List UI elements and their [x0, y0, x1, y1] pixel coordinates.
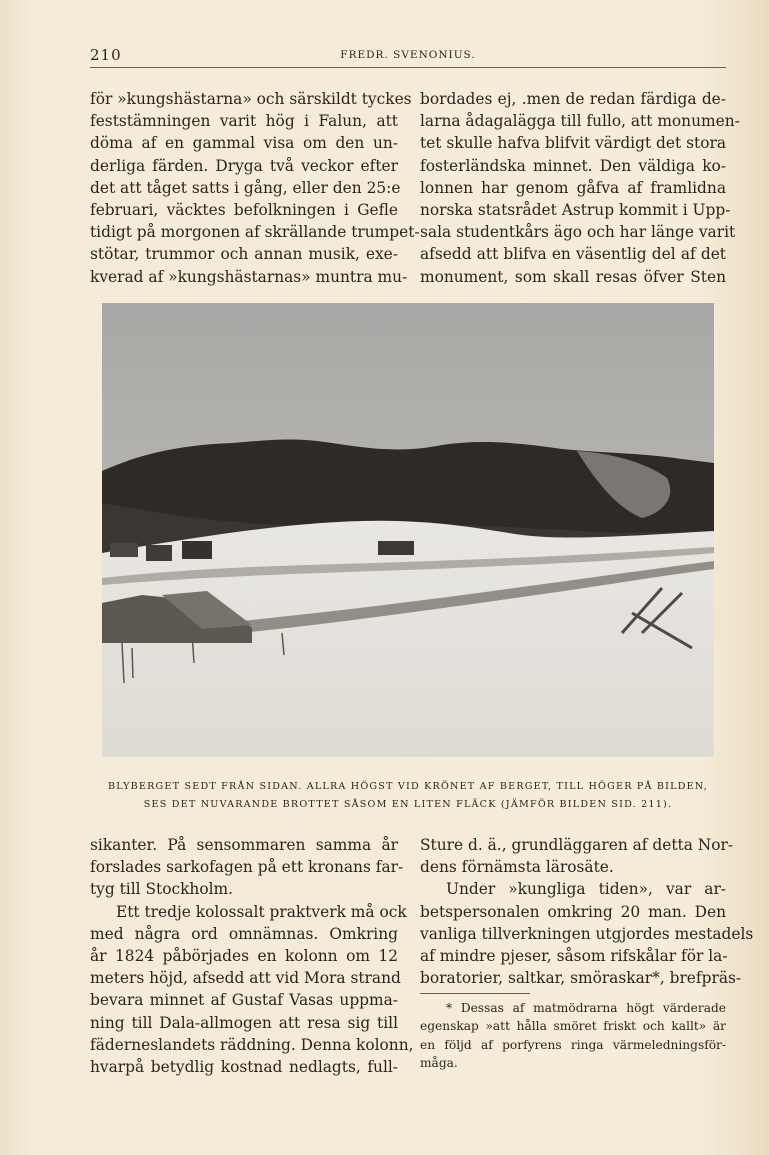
- text-line: af mindre pjeser, såsom rifskålar för la-: [420, 947, 728, 966]
- text-line: boratorier, saltkar, smöraskar*, brefpräs-: [420, 969, 742, 988]
- column-top-right: [420, 88, 740, 288]
- caption-line-1: BLYBERGET SEDT FRÅN SIDAN. ALLRA HÖGST VID KRÖNET AF BERGET, TILL HÖGER PÅ BILDEN,: [107, 781, 709, 792]
- text-line: för »kungshästarna» och särskildt tyckes: [90, 90, 412, 108]
- text-line: meters höjd, afsedd att vid Mora strand: [90, 969, 401, 988]
- running-title: FREDR. SVENONIUS.: [340, 49, 476, 61]
- column-bottom-left: [90, 834, 414, 1078]
- text-line: hvarpå betydlig kostnad nedlagts, full-: [90, 1058, 398, 1077]
- text-line: sikanter. På sensommaren samma år: [90, 836, 398, 854]
- text-line: forslades sarkofagen på ett kronans far-: [90, 858, 404, 877]
- footnote: [420, 999, 726, 1072]
- text-line: kverad af »kungshästarnas» muntra mu-: [90, 267, 408, 286]
- text-line: döma af en gammal visa om den un-: [90, 134, 398, 153]
- column-bottom-right: [420, 834, 754, 989]
- text-line: feststämningen varit hög i Falun, att: [90, 112, 398, 131]
- footnote-line: egenskap »att hålla smöret friskt och kallt» är: [420, 1019, 726, 1034]
- text-line: ning till Dala-allmogen att resa sig till: [90, 1013, 398, 1032]
- text-line: Ett tredje kolossalt praktverk må ock: [116, 902, 407, 921]
- text-line: vanliga tillverkningen utgjordes mestadels: [420, 924, 754, 943]
- text-line: tet skulle hafva blifvit värdigt det stora: [420, 134, 726, 153]
- text-line: dens förnämsta lärosäte.: [420, 858, 614, 877]
- landscape-photograph: [102, 303, 714, 757]
- photo-illustration: [102, 303, 714, 757]
- page-number: 210: [90, 46, 122, 64]
- text-line: fäderneslandets räddning. Denna kolonn,: [90, 1035, 414, 1054]
- text-line: norska statsrådet Astrup kommit i Upp-: [420, 201, 731, 220]
- text-line: betspersonalen omkring 20 man. Den: [420, 902, 726, 921]
- text-line: år 1824 påbörjades en kolonn om 12: [90, 947, 398, 966]
- text-line: lonnen har genom gåfva af framlidna: [420, 178, 726, 197]
- text-line: tyg till Stockholm.: [90, 880, 233, 899]
- text-line: februari, väcktes befolkningen i Gefle: [90, 201, 398, 220]
- text-line: fosterländska minnet. Den väldiga ko-: [420, 156, 726, 175]
- text-line: det att tåget satts i gång, eller den 25:e: [90, 178, 401, 197]
- footnote-rule: [420, 993, 530, 994]
- text-line: Sture d. ä., grundläggaren af detta Nor-: [420, 836, 734, 854]
- text-line: stötar, trummor och annan musik, exe-: [90, 245, 398, 264]
- footnote-line: måga.: [420, 1055, 458, 1070]
- text-line: monument, som skall resas öfver Sten: [420, 267, 726, 286]
- text-line: med några ord omnämnas. Omkring: [90, 924, 398, 943]
- text-line: larna ådagalägga till fullo, att monumen-: [420, 112, 740, 131]
- photo-caption: [90, 778, 726, 814]
- column-top-left: [90, 88, 420, 288]
- text-line: afsedd att blifva en väsentlig del af det: [420, 245, 726, 264]
- text-line: bordades ej, .men de redan färdiga de-: [420, 90, 726, 108]
- page-header: [90, 46, 726, 66]
- text-line: derliga färden. Dryga två veckor efter: [90, 156, 398, 175]
- text-line: tidigt på morgonen af skrällande trumpet-: [90, 223, 420, 242]
- footnote-line: en följd af porfyrens ringa värmeledningsför-: [420, 1037, 726, 1052]
- footnote-line: * Dessas af matmödrarna högt värderade: [446, 1001, 726, 1015]
- caption-line-2: SES DET NUVARANDE BROTTET SÅSOM EN LITEN FLÄCK (JÄMFÖR BILDEN SID. 211).: [143, 799, 673, 810]
- text-line: Under »kungliga tiden», var ar-: [446, 880, 726, 899]
- header-rule: [90, 67, 726, 68]
- text-line: sala studentkårs ägo och har länge varit: [420, 223, 736, 242]
- text-line: bevara minnet af Gustaf Vasas uppma-: [90, 991, 398, 1010]
